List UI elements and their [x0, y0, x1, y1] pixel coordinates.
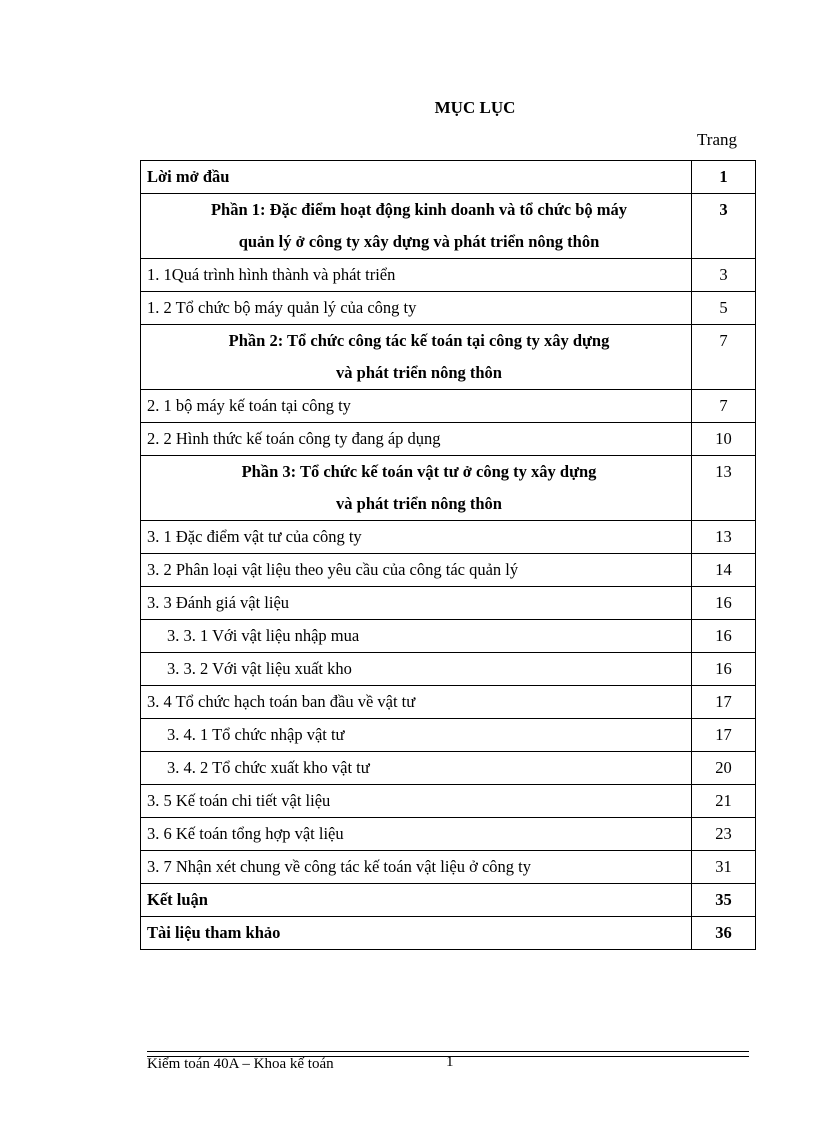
toc-row [141, 653, 756, 686]
toc-entry-label: 1. 2 Tổ chức bộ máy quản lý của công ty [141, 292, 692, 325]
toc-row [141, 292, 756, 325]
toc-entry-page: 3 [692, 259, 756, 292]
toc-entry-label: 3. 3 Đánh giá vật liệu [141, 587, 692, 620]
toc-entry-page: 20 [692, 752, 756, 785]
toc-entry-page: 13 [692, 521, 756, 554]
toc-row [141, 259, 756, 292]
toc-body [141, 161, 756, 950]
toc-row [141, 554, 756, 587]
toc-entry-page: 17 [692, 686, 756, 719]
toc-entry-label: 3. 3. 2 Với vật liệu xuất kho [141, 653, 692, 686]
toc-row [141, 719, 756, 752]
toc-entry-label [141, 325, 692, 390]
toc-row [141, 325, 756, 390]
toc-entry-page: 17 [692, 719, 756, 752]
toc-part-line-2: quản lý ở công ty xây dựng và phát triển nông thôn [238, 232, 600, 251]
toc-table [140, 160, 756, 950]
toc-row [141, 785, 756, 818]
toc-entry-label: 1. 1Quá trình hình thành và phát triển [141, 259, 692, 292]
toc-row [141, 521, 756, 554]
toc-part-line-1: Phần 1: Đặc điểm hoạt động kinh doanh và tổ chức bộ máy [210, 200, 628, 219]
toc-entry-label: Tài liệu tham khảo [141, 917, 692, 950]
toc-entry-label: 3. 1 Đặc điểm vật tư của công ty [141, 521, 692, 554]
footer-text: Kiểm toán 40A – Khoa kế toán [147, 1056, 334, 1072]
toc-entry-label: 3. 5 Kế toán chi tiết vật liệu [141, 785, 692, 818]
toc-entry-page: 13 [692, 456, 756, 521]
toc-row [141, 456, 756, 521]
toc-entry-page: 36 [692, 917, 756, 950]
toc-row [141, 194, 756, 259]
page-column-label: Trang [697, 130, 737, 149]
toc-row [141, 686, 756, 719]
toc-entry-page: 16 [692, 653, 756, 686]
toc-row [141, 917, 756, 950]
toc-row [141, 423, 756, 456]
toc-entry-label: Lời mở đầu [141, 161, 692, 194]
toc-row [141, 818, 756, 851]
toc-entry-page: 35 [692, 884, 756, 917]
toc-part-line-2: và phát triển nông thôn [336, 494, 502, 513]
toc-entry-label: Kết luận [141, 884, 692, 917]
toc-part-line-2: và phát triển nông thôn [336, 363, 502, 382]
toc-entry-page: 3 [692, 194, 756, 259]
toc-entry-label: 3. 6 Kế toán tổng hợp vật liệu [141, 818, 692, 851]
toc-entry-label: 3. 3. 1 Với vật liệu nhập mua [141, 620, 692, 653]
toc-entry-page: 16 [692, 587, 756, 620]
toc-row [141, 587, 756, 620]
toc-entry-label [141, 194, 692, 259]
footer-page-number: 1 [446, 1054, 454, 1070]
page-title: MỤC LỤC [434, 98, 516, 117]
toc-entry-page: 10 [692, 423, 756, 456]
toc-entry-label: 3. 2 Phân loại vật liệu theo yêu cầu của công tác quản lý [141, 554, 692, 587]
toc-row [141, 851, 756, 884]
toc-row [141, 884, 756, 917]
toc-entry-page: 7 [692, 390, 756, 423]
toc-part-line-1: Phần 3: Tổ chức kế toán vật tư ở công ty xây dựng [241, 462, 597, 481]
toc-entry-page: 23 [692, 818, 756, 851]
toc-row [141, 390, 756, 423]
toc-entry-label [141, 456, 692, 521]
toc-row [141, 620, 756, 653]
toc-entry-page: 1 [692, 161, 756, 194]
toc-part-line-1: Phần 2: Tổ chức công tác kế toán tại công ty xây dựng [228, 331, 610, 350]
toc-row [141, 752, 756, 785]
toc-entry-label: 2. 1 bộ máy kế toán tại công ty [141, 390, 692, 423]
toc-entry-label: 3. 4. 1 Tổ chức nhập vật tư [141, 719, 692, 752]
toc-row [141, 161, 756, 194]
toc-entry-page: 7 [692, 325, 756, 390]
toc-entry-label: 3. 7 Nhận xét chung về công tác kế toán vật liệu ở công ty [141, 851, 692, 884]
toc-entry-label: 3. 4 Tổ chức hạch toán ban đầu về vật tư [141, 686, 692, 719]
toc-entry-page: 5 [692, 292, 756, 325]
toc-entry-label: 3. 4. 2 Tổ chức xuất kho vật tư [141, 752, 692, 785]
toc-entry-label: 2. 2 Hình thức kế toán công ty đang áp dụng [141, 423, 692, 456]
toc-entry-page: 31 [692, 851, 756, 884]
toc-entry-page: 21 [692, 785, 756, 818]
toc-entry-page: 14 [692, 554, 756, 587]
toc-entry-page: 16 [692, 620, 756, 653]
